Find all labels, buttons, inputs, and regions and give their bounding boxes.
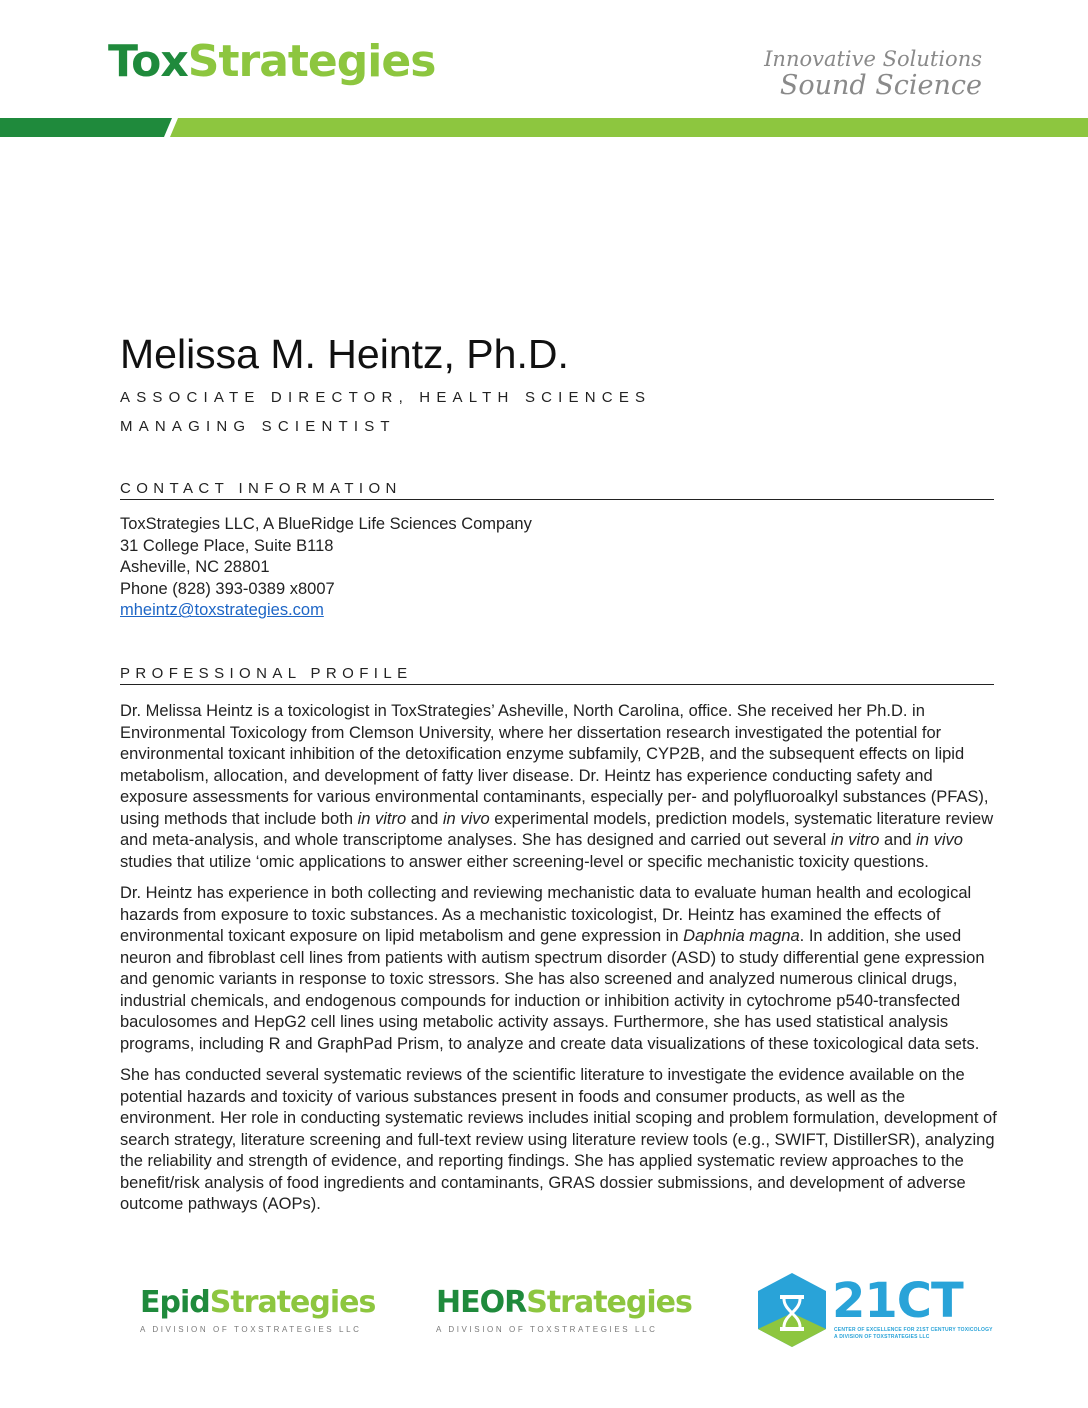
contact-address-1: 31 College Place, Suite B118 (120, 536, 334, 555)
heor-subtitle: A DIVISION OF TOXSTRATEGIES LLC (436, 1325, 658, 1334)
epidstrategies-logo: EpidStrategies A DIVISION OF TOXSTRATEGIES LLC (140, 1285, 376, 1334)
21ct-wordmark: 21CT (832, 1273, 963, 1329)
profile-body (120, 701, 1000, 1226)
contact-address-2: Asheville, NC 28801 (120, 558, 270, 577)
heorstrategies-logo: HEORStrategies A DIVISION OF TOXSTRATEGIES LLC (436, 1285, 692, 1334)
contact-email-link[interactable]: mheintz@toxstrategies.com (120, 601, 324, 620)
contact-phone: Phone (828) 393-0389 x8007 (120, 579, 335, 598)
tagline (764, 48, 982, 101)
toxstrategies-logo (108, 36, 436, 87)
profile-paragraph-2: Dr. Heintz has experience in both collecting and reviewing mechanistic data to evaluate human health and ecological hazards from exposure to toxic substances. As a mechanistic toxicologist, Dr. Heintz has examined the effects of environmental toxicant exposure on lipid metabolism and gene expression in Daphnia magna. In addition, she used neuron and fibroblast cell lines from patients with autism spectrum disorder (ASD) to study differential gene expression and genomic variants in response to toxic stressors. She has also screened and analyzed numerous clinical drugs, industrial chemicals, and endogenous compounds for induction or inhibition activity in cytochrome p540-transfected baculosomes and HepG2 cell lines using metabolic activity assays. Furthermore, she has used statistical analysis programs, including R and GraphPad Prism, to analyze and create data visualizations of these toxicological data sets. (120, 884, 985, 1053)
profile-heading: PROFESSIONAL PROFILE (120, 665, 994, 685)
logo-strategies-text: Strategies (187, 36, 436, 87)
person-name: Melissa M. Heintz, Ph.D. (120, 331, 569, 377)
profile-paragraph-1: Dr. Melissa Heintz is a toxicologist in ToxStrategies’ Asheville, North Carolina, office. She received her Ph.D. in Environmental Toxicology from Clemson University, where her dissertation research investigated the potential for environmental toxicant inhibition of the detoxification enzyme subfamily, CYP2B, and the subsequent effects on lipid metabolism, allocation, and development of fatty liver disease. Dr. Heintz has experience conducting safety and exposure assessments for various environmental contaminants, especially per- and polyfluoroalkyl substances (PFAS), using methods that include both in vitro and in vivo experimental models, prediction models, systematic literature review and meta-analysis, and whole transcriptome analyses. She has designed and carried out several in vitro and in vivo studies that utilize ‘omic applications to answer either screening-level or specific mechanistic toxicity questions. (120, 702, 994, 871)
21ct-subtitle: CENTER OF EXCELLENCE FOR 21ST CENTURY TOXICOLOGY A DIVISION OF TOXSTRATEGIES LLC (834, 1327, 993, 1340)
epid-subtitle: A DIVISION OF TOXSTRATEGIES LLC (140, 1325, 362, 1334)
header-band (0, 118, 1088, 137)
tagline-line-2: Sound Science (779, 70, 982, 102)
contact-company: ToxStrategies LLC, A BlueRidge Life Sciences Company (120, 515, 532, 533)
tagline-line-1: Innovative Solutions (764, 47, 982, 71)
contact-block (120, 514, 532, 622)
job-title-1: ASSOCIATE DIRECTOR, HEALTH SCIENCES (120, 389, 652, 406)
job-title-2: MANAGING SCIENTIST (120, 418, 396, 435)
hexagon-dna-icon (756, 1271, 828, 1349)
logo-tox-text: Tox (108, 36, 188, 87)
contact-heading: CONTACT INFORMATION (120, 480, 994, 500)
21ct-logo (756, 1271, 993, 1351)
profile-paragraph-3: She has conducted several systematic reviews of the scientific literature to investigate the evidence available on the potential hazards and toxicity of various substances present in foods and consumer products, as well as the environment. Her role in conducting systematic reviews includes initial scoping and problem formulation, development of search strategy, literature screening and full-text review using literature review tools (e.g., SWIFT, DistillerSR), analyzing the reliability and strength of evidence, and reporting findings. She has applied systematic review approaches to the benefit/risk analysis of food ingredients and contaminants, GRAS dossier submissions, and development of adverse outcome pathways (AOPs). (120, 1066, 997, 1213)
